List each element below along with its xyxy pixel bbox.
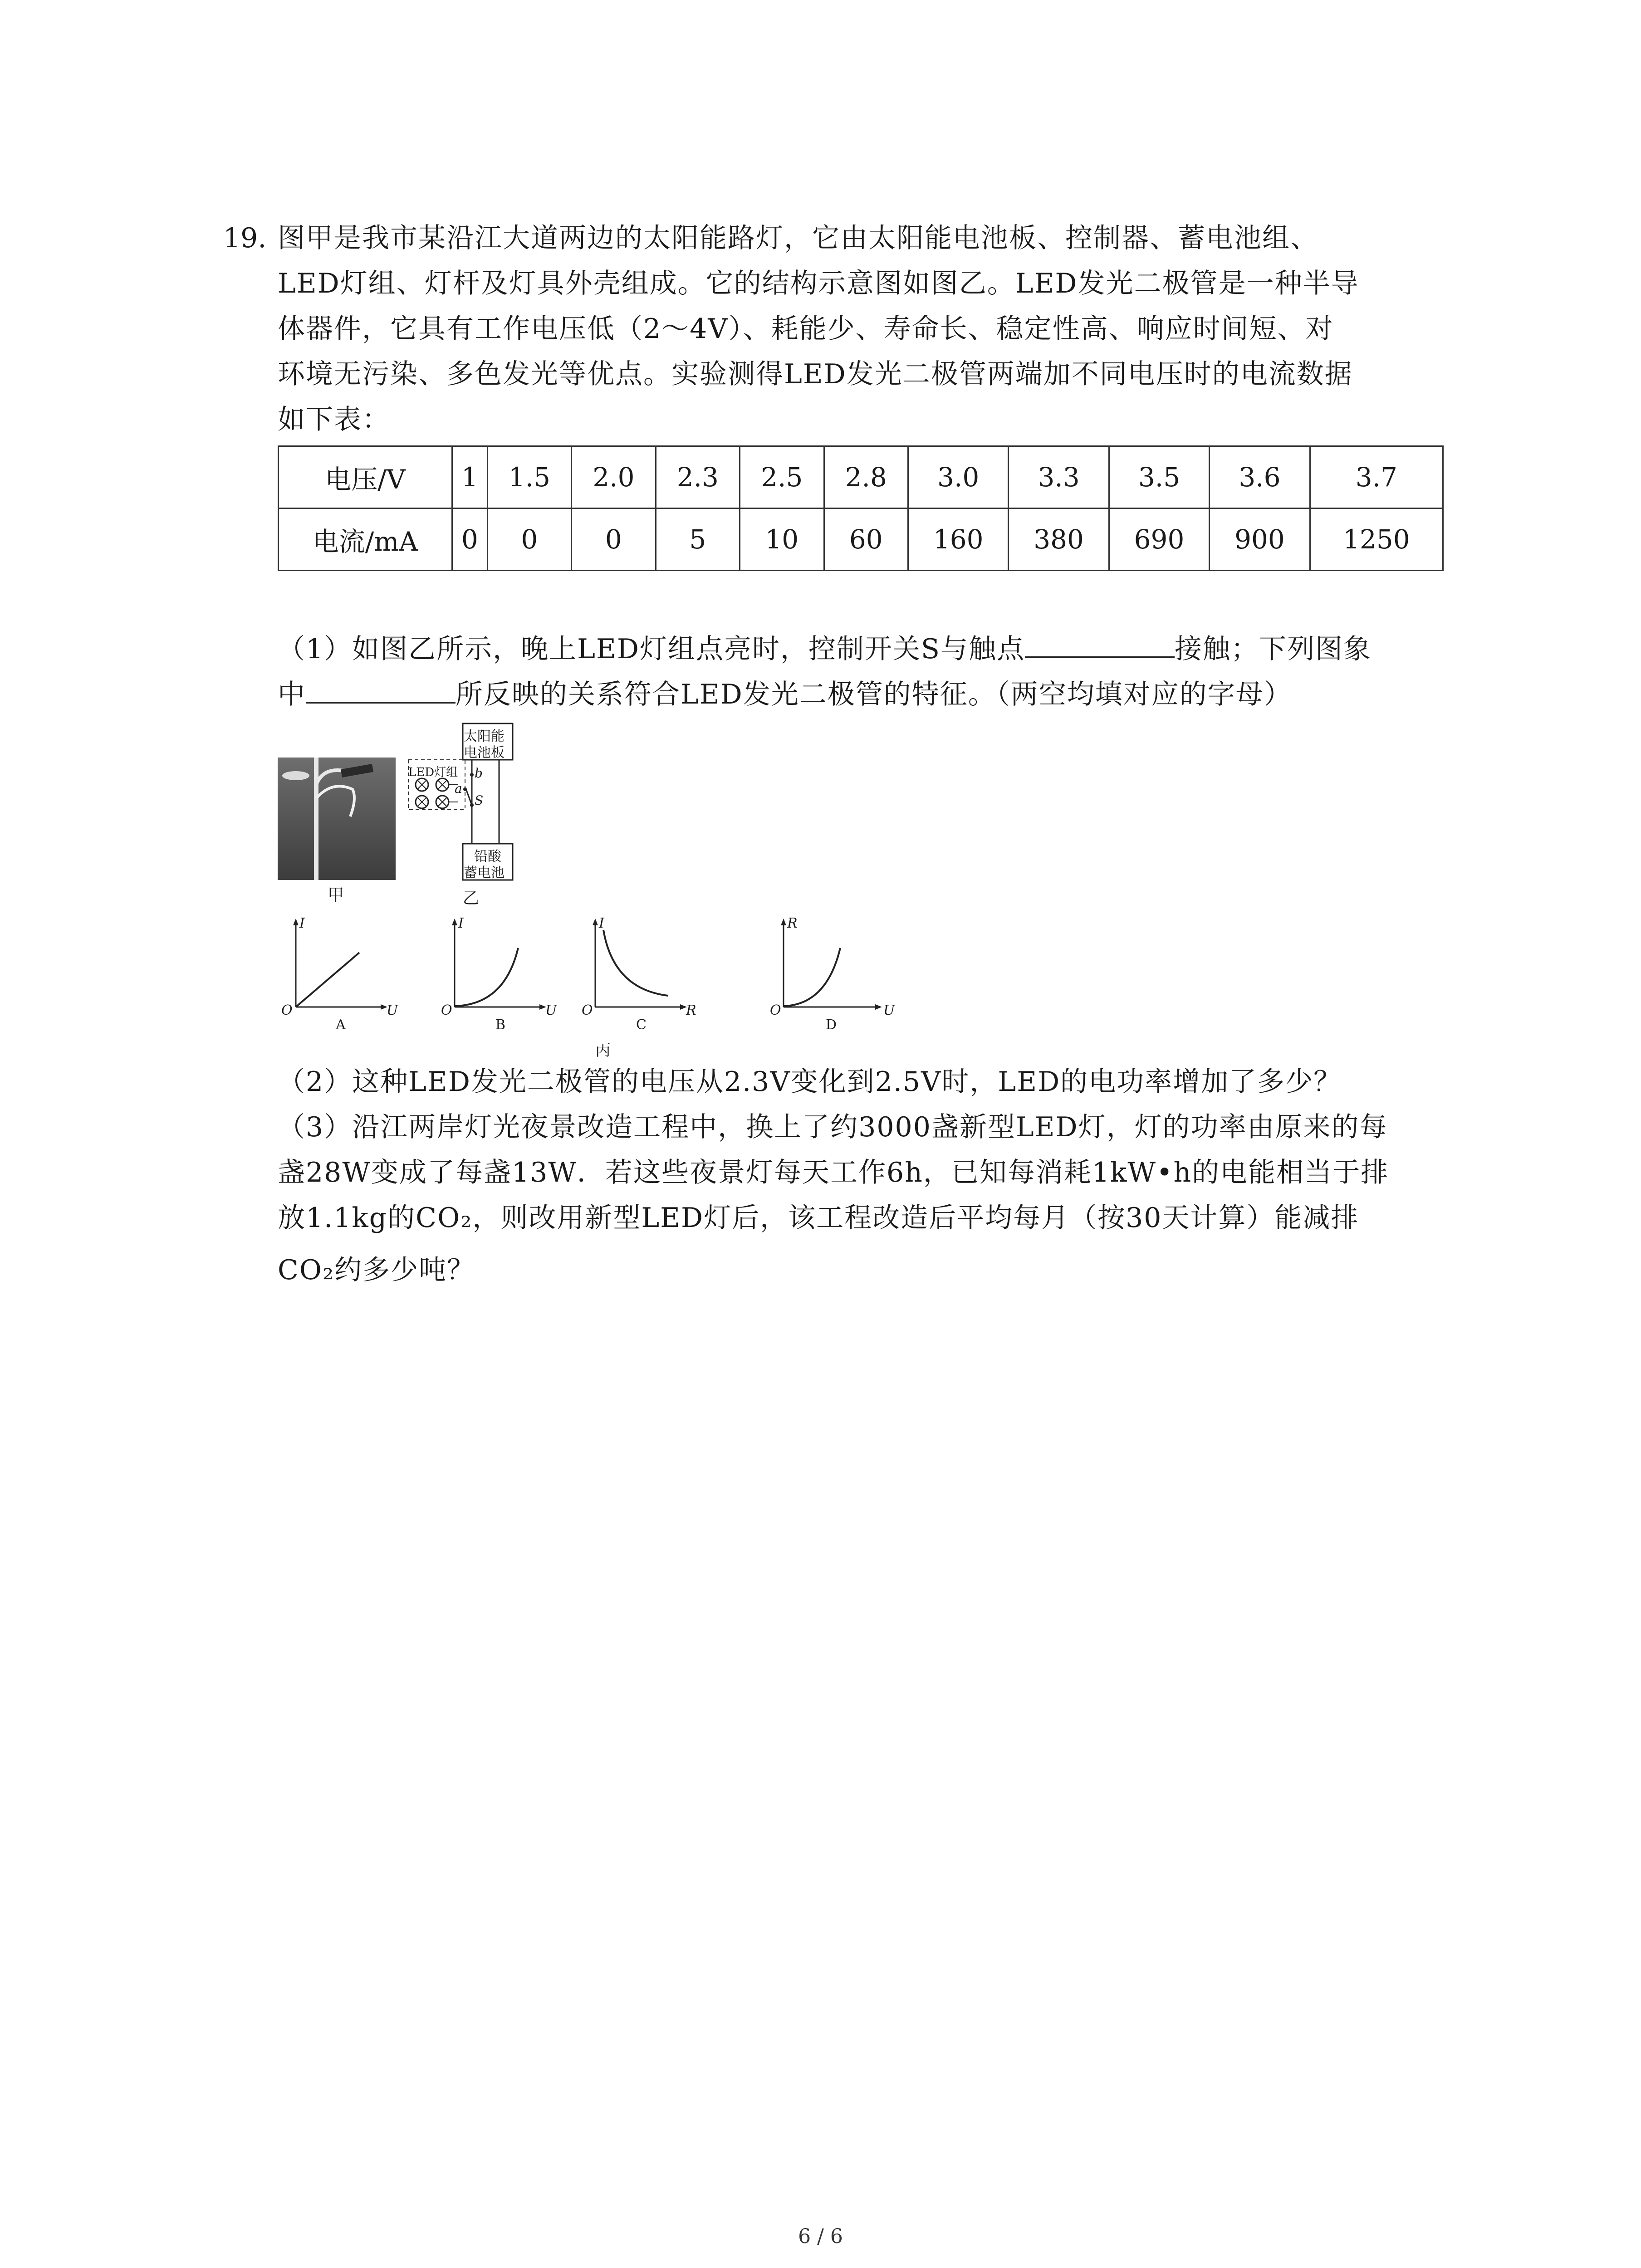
question-number: 19. [223, 222, 267, 254]
table-cell: 2.5 [740, 446, 824, 508]
table-cell: 2.8 [824, 446, 908, 508]
graph-b-letter: B [495, 1017, 506, 1033]
table-cell: 690 [1109, 508, 1209, 571]
part3-line-3: 放1.1kg的CO₂，则改用新型LED灯后，该工程改造后平均每月（按30天计算）能减排 [278, 1202, 1359, 1234]
contact-a-label: a [455, 781, 462, 796]
table-cell: 3.5 [1109, 446, 1209, 508]
intro-line-3: 体器件，它具有工作电压低（2～4V）、耗能少、寿命长、稳定性高、响应时间短、对 [278, 313, 1334, 345]
table-cell: 5 [656, 508, 740, 571]
current-row [279, 508, 1443, 571]
table-cell: 380 [1009, 508, 1109, 571]
intro-line-1: 图甲是我市某沿江大道两边的太阳能路灯，它由太阳能电池板、控制器、蓄电池组、 [278, 222, 1318, 254]
graph-d-x-label: U [883, 1002, 895, 1018]
part2-line: （2）这种LED发光二极管的电压从2.3V变化到2.5V时，LED的电功率增加了多少？ [278, 1066, 1342, 1098]
battery-label-1: 铅酸 [474, 849, 501, 865]
graph-c-x-label: R [686, 1002, 696, 1018]
answer-blank-2[interactable] [306, 674, 456, 704]
table-cell: 1.5 [487, 446, 571, 508]
part1-text-c: 中 [278, 679, 306, 710]
graph-d [781, 919, 882, 1010]
label-bing: 丙 [595, 1041, 611, 1060]
part3-line-4: CO₂约多少吨？ [278, 1254, 475, 1286]
solar-panel-label-1: 太阳能 [464, 728, 505, 744]
label-jia: 甲 [328, 886, 344, 904]
intro-line-4: 环境无污染、多色发光等优点。实验测得LED发光二极管两端加不同电压时的电流数据 [278, 358, 1353, 390]
graph-a-origin: O [281, 1002, 293, 1018]
table-cell: 3.3 [1009, 446, 1109, 508]
led-group-label: LED灯组 [408, 766, 458, 779]
table-cell: 2.0 [572, 446, 656, 508]
graph-a-letter: A [336, 1017, 346, 1033]
contact-b-label: b [475, 766, 483, 781]
table-cell: 0 [452, 508, 488, 571]
table-cell: 10 [740, 508, 824, 571]
table-cell: 160 [908, 508, 1008, 571]
answer-blank-1[interactable] [1025, 628, 1175, 658]
graph-c-origin: O [582, 1002, 593, 1018]
part1-line-1 [278, 628, 1372, 667]
part1-text-b: 接触；下列图象 [1175, 633, 1372, 665]
table-cell: 60 [824, 508, 908, 571]
figure-bing [278, 912, 913, 1061]
page-number: 6 / 6 [798, 2225, 843, 2248]
part1-line-2 [278, 674, 1292, 713]
graph-a [293, 919, 387, 1010]
intro-line-2: LED灯组、灯杆及灯具外壳组成。它的结构示意图如图乙。LED发光二极管是一种半导 [278, 268, 1359, 299]
figure-yi [399, 721, 572, 907]
graph-a-x-label: U [387, 1002, 398, 1018]
voltage-row [279, 446, 1443, 508]
table-cell: 3.6 [1210, 446, 1310, 508]
graph-b-y-label: I [458, 915, 464, 931]
table-cell: 2.3 [656, 446, 740, 508]
graph-d-letter: D [826, 1017, 837, 1033]
table-cell: 0 [487, 508, 571, 571]
current-header: 电流/mA [279, 508, 452, 571]
battery-label-2: 蓄电池 [464, 865, 505, 881]
table-cell: 3.7 [1310, 446, 1443, 508]
part1-text-a: （1）如图乙所示，晚上LED灯组点亮时，控制开关S与触点 [278, 633, 1025, 665]
switch-s-label: S [475, 793, 484, 808]
intro-line-5: 如下表： [278, 404, 390, 435]
voltage-header: 电压/V [279, 446, 452, 508]
graph-d-origin: O [770, 1002, 781, 1018]
graph-a-y-label: I [299, 915, 305, 931]
part1-text-d: 所反映的关系符合LED发光二极管的特征。（两空均填对应的字母） [456, 679, 1292, 710]
label-yi: 乙 [463, 889, 480, 908]
part3-line-2: 盏28W变成了每盏13W．若这些夜景灯每天工作6h，已知每消耗1kW•h的电能相当于排 [278, 1157, 1389, 1188]
graph-c [593, 919, 687, 1010]
table-cell: 1 [452, 446, 488, 508]
graph-b-origin: O [441, 1002, 452, 1018]
graph-b [452, 919, 546, 1010]
table-cell: 0 [572, 508, 656, 571]
figure-jia [278, 758, 396, 907]
solar-panel-label-2: 电池板 [464, 745, 505, 761]
graph-c-letter: C [636, 1017, 647, 1033]
graph-d-y-label: R [787, 915, 798, 931]
table-cell: 1250 [1310, 508, 1443, 571]
voltage-current-table [278, 445, 1444, 571]
graph-c-y-label: I [599, 915, 604, 931]
part3-line-1: （3）沿江两岸灯光夜景改造工程中，换上了约3000盏新型LED灯，灯的功率由原来的每 [278, 1111, 1388, 1143]
table-cell: 900 [1210, 508, 1310, 571]
graph-b-x-label: U [545, 1002, 557, 1018]
table-cell: 3.0 [908, 446, 1008, 508]
